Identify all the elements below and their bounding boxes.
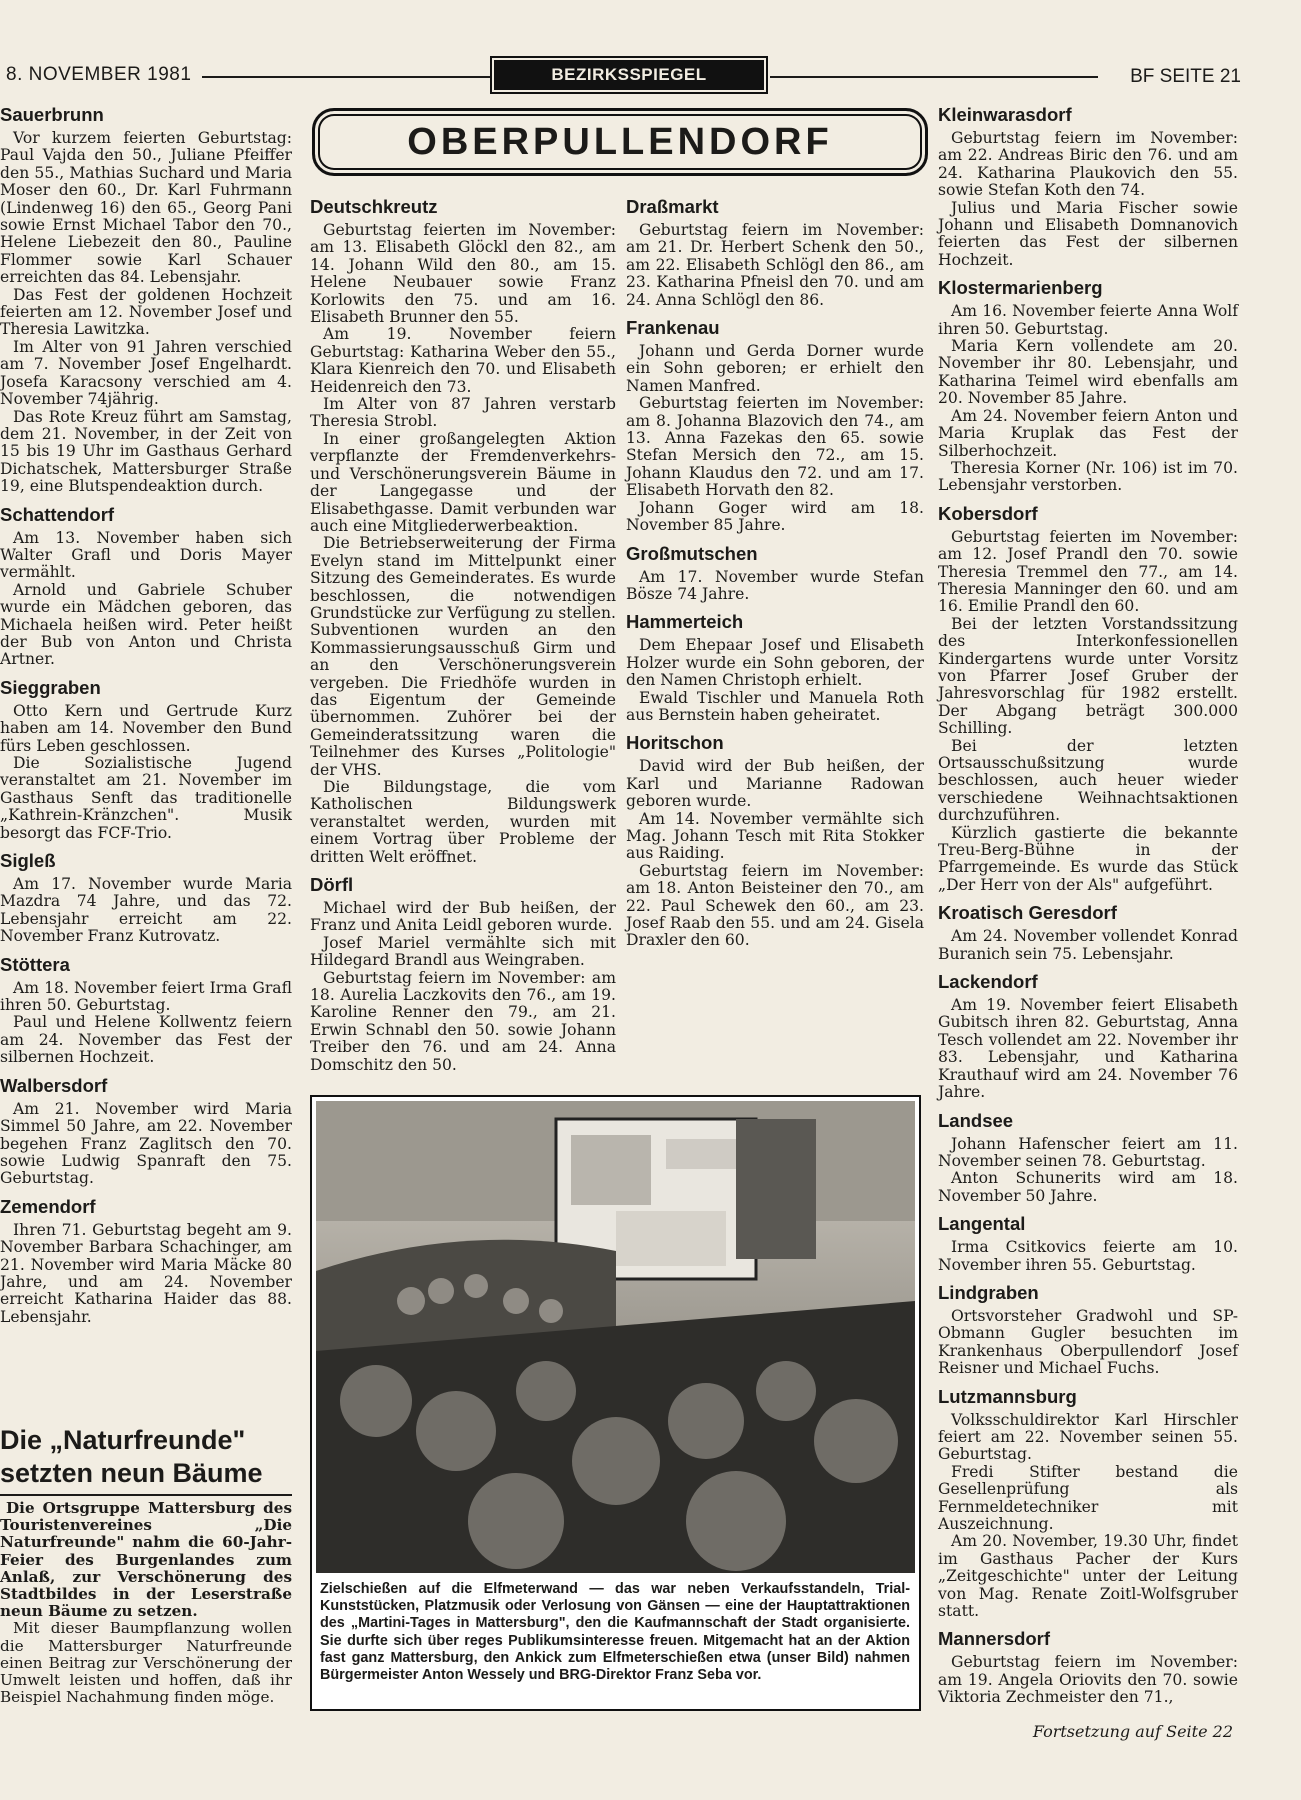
- article-paragraph: Geburtstag feiern im November: am 18. Anton Beisteiner den 70., am 22. Paul Schewek den 60., am 23. Josef Raab den 55. und am 24. Gisela Draxler den 60.: [626, 861, 924, 950]
- article-paragraph: Geburtstag feierten im November: am 13. Elisabeth Glöckl den 82., am 14. Johann Wild den 80., am 15. Helene Neubauer sowie Franz Korlowits den 75. und am 16. Elisabeth Brunner den 55.: [310, 221, 616, 327]
- section-heading-schattendorf: Schattendorf: [0, 503, 115, 525]
- article-paragraph: Am 24. November vollendet Konrad Buranich sein 75. Lebensjahr.: [938, 927, 1238, 963]
- article-paragraph: Maria Kern vollendete am 20. November ihr 80. Lebensjahr, und Katharina Teimel wird ebenfalls am 20. November 85 Jahre.: [938, 337, 1238, 408]
- section-heading-klostermarienberg: Klostermarienberg: [938, 277, 1103, 299]
- article-paragraph: Josef Mariel vermählte sich mit Hildegard Brandl aus Weingraben.: [310, 933, 616, 970]
- article-paragraph: Geburtstag feiern im November: am 22. Andreas Biric den 76. und am 24. Katharina Plaukovich den 55. sowie Stefan Koth den 74.: [938, 129, 1238, 200]
- column-4: [938, 104, 1238, 1707]
- article-paragraph: Volksschuldirektor Karl Hirschler feiert am 22. November seinen 55. Geburtstag.: [938, 1410, 1238, 1464]
- section-heading-sieggraben: Sieggraben: [0, 676, 101, 698]
- section-heading-sauerbrunn: Sauerbrunn: [0, 104, 104, 125]
- section-heading-kleinwarasdorf: Kleinwarasdorf: [938, 104, 1072, 125]
- article-paragraph: Irma Csitkovics feierte am 10. November ihren 55. Geburtstag.: [938, 1238, 1238, 1274]
- section-heading-gro-mutschen: Großmutschen: [626, 542, 758, 564]
- article-paragraph: Bei der letzten Vorstandssitzung des Interkonfessionellen Kindergartens wurde unter Vorsitz von Pfarrer Josef Gruber der Jahresvorschlag für 1982 erstellt. Der Abgang beträgt 300.000 Schilling.: [938, 614, 1238, 738]
- section-heading-deutschkreutz: Deutschkreutz: [310, 196, 438, 217]
- article-paragraph: Fredi Stifter bestand die Gesellenprüfung als Fernmeldetechniker mit Auszeichnung.: [938, 1462, 1238, 1533]
- article-paragraph: Am 19. November feiern Geburtstag: Katharina Weber den 55., Klara Kienreich den 70. und Elisabeth Heidenreich den 73.: [310, 325, 616, 396]
- news-photo: [310, 1095, 921, 1711]
- article-paragraph: Geburtstag feiern im November: am 21. Dr. Herbert Schenk den 50., am 22. Elisabeth Schlögl den 86., am 23. Katharina Pfneisl den 70. und am 24. Anna Schlögl den 86.: [626, 221, 924, 309]
- article-paragraph: Dem Ehepaar Josef und Elisabeth Holzer wurde ein Sohn geboren, der den Namen Christoph erhielt.: [626, 636, 924, 690]
- issue-date: 8. NOVEMBER 1981: [6, 64, 192, 85]
- article-paragraph: Die Bildungstage, die vom Katholischen Bildungswerk veranstaltet werden, wurden mit einem Vortrag über Probleme der dritten Welt eröffnet.: [310, 778, 616, 866]
- crowd-photo-image: [316, 1101, 915, 1573]
- photo-caption: Zielschießen auf die Elfmeterwand — das war neben Verkaufsstandeln, Trial-Kunststücken, Platzmusik oder Verlosung von Gänsen — eine der Hauptattraktionen des „Martini-Tages in Mattersburg", den die Kaufmannschaft der Stadt organisierte. Sie durfte sich über reges Publikumsinteresse freuen. Mitgemacht hat an der Aktion fast ganz Mattersburg, den Ankick zum Elfmeterschießen etwa (unser Bild) nahmen Bürgermeister Anton Wessely und BRG-Direktor Franz Seba vor.: [320, 1581, 910, 1684]
- article-paragraph: Am 20. November, 19.30 Uhr, findet im Gasthaus Pacher der Kurs „Zeitgeschichte" unter der Leitung von Mag. Renate Zoitl-Wolfsgruber statt.: [938, 1532, 1238, 1621]
- article-paragraph: Michael wird der Bub heißen, der Franz und Anita Leidl geboren wurde.: [310, 899, 616, 935]
- article-paragraph: Ewald Tischler und Manuela Roth aus Bernstein haben geheiratet.: [626, 688, 924, 724]
- headline-line-1: Die „Naturfreunde": [0, 1425, 246, 1455]
- section-heading-do-rfl: Dörfl: [310, 874, 354, 896]
- article-paragraph: Am 17. November wurde Stefan Bösze 74 Jahre.: [626, 567, 924, 603]
- article-paragraph: Das Rote Kreuz führt am Samstag, dem 21. November, in der Zeit von 15 bis 19 Uhr im Gasthaus Gerhard Dichatschek, Mattersburger Straße 19, eine Blutspendeaktion durch.: [0, 407, 292, 496]
- article-paragraph: Ortsvorsteher Gradwohl und SP-Obmann Gugler besuchten im Krankenhaus Oberpullendorf Josef Reisner und Michael Fuchs.: [938, 1306, 1238, 1378]
- district-title: OBERPULLENDORF: [407, 121, 833, 163]
- article-paragraph: Johann Goger wird am 18. November 85 Jahre.: [626, 498, 924, 535]
- article-paragraph: Im Alter von 91 Jahren verschied am 7. November Josef Engelhardt. Josefa Karacsony verschied am 4. November 74jährig.: [0, 337, 292, 409]
- naturfreunde-paragraph: Die Ortsgruppe Mattersburg des Touristenvereines „Die Naturfreunde" nahm die 60-Jahr-Feier des Burgenlandes zum Anlaß, zur Verschönerung des Stadtbildes in der Leserstraße neun Bäume zu setzen.: [0, 1499, 292, 1621]
- page-number: BF SEITE 21: [1130, 66, 1241, 87]
- headline-rule: [0, 1494, 292, 1496]
- article-paragraph: Bei der letzten Ortsausschußsitzung wurde beschlossen, auch heuer wieder verschiedene Weihnachtsaktionen durchzuführen.: [938, 736, 1238, 825]
- article-paragraph: Geburtstag feierten im November: am 8. Johanna Blazovich den 74., am 13. Anna Fazekas den 65. sowie Stefan Mersich den 72., am 15. Johann Klaudus den 72. und am 17. Elisabeth Horvath den 82.: [626, 394, 924, 500]
- header-rule-left: [202, 76, 490, 78]
- section-heading-zemendorf: Zemendorf: [0, 1195, 96, 1217]
- article-paragraph: Paul und Helene Kollwentz feiern am 24. November das Fest der silbernen Hochzeit.: [0, 1013, 292, 1067]
- article-paragraph: Am 16. November feierte Anna Wolf ihren 50. Geburtstag.: [938, 302, 1238, 338]
- article-paragraph: Geburtstag feierten im November: am 12. Josef Prandl den 70. sowie Theresia Tremmel den 77., am 14. Theresia Manninger den 60. und am 16. Emilie Prandl den 60.: [938, 527, 1238, 616]
- naturfreunde-headline: [0, 1424, 292, 1496]
- article-paragraph: Anton Schunerits wird am 18. November 50 Jahre.: [938, 1169, 1238, 1205]
- article-paragraph: Die Betriebserweiterung der Firma Evelyn stand im Mittelpunkt einer Sitzung des Gemeinderates. Es wurde beschlossen, die notwendigen Grundstücke zur Verfügung zu stellen. Subventionen wurden an den Kommassierungsausschuß Girm und an den Verschönerungsverein vergeben. Die Friedhöfe wurden in das Eigentum der Gemeinde übernommen. Zuhörer bei der Gemeinderatssitzung waren die Teilnehmer des Kurses „Politologie" der VHS.: [310, 534, 616, 779]
- article-paragraph: Am 18. November feiert Irma Grafl ihren 50. Geburtstag.: [0, 978, 292, 1015]
- article-paragraph: Kürzlich gastierte die bekannte Treu-Berg-Bühne in der Pfarrgemeinde. Es wurde das Stück „Der Herr von der Als" aufgeführt.: [938, 823, 1238, 894]
- section-heading-kobersdorf: Kobersdorf: [938, 502, 1038, 524]
- naturfreunde-paragraph: Mit dieser Baumpflanzung wollen die Mattersburger Naturfreunde einen Beitrag zur Verschönerung der Umwelt leisten und hoffen, daß ihr Beispiel Nachahmung finden möge.: [0, 1619, 292, 1707]
- section-heading-hammerteich: Hammerteich: [626, 611, 744, 633]
- article-paragraph: Arnold und Gabriele Schuber wurde ein Mädchen geboren, das Michaela heißen wird. Peter heißt der Bub von Anton und Christa Artner.: [0, 580, 292, 669]
- continued-note: Fortsetzung auf Seite 22: [1032, 1722, 1233, 1741]
- article-paragraph: Am 14. November vermählte sich Mag. Johann Tesch mit Rita Stokker aus Raiding.: [626, 809, 924, 863]
- header-rule-right: [770, 76, 1098, 78]
- section-heading-sigle: Sigleß: [0, 850, 56, 872]
- column-2: [310, 196, 616, 1074]
- section-heading-landsee: Landsee: [938, 1109, 1014, 1131]
- section-title: BEZIRKSSPIEGEL: [494, 60, 764, 90]
- crowd-photo-illustration: [316, 1101, 915, 1573]
- section-heading-kroatisch-geresdorf: Kroatisch Geresdorf: [938, 902, 1117, 924]
- article-paragraph: David wird der Bub heißen, der Karl und Marianne Radowan geboren wurde.: [626, 757, 924, 811]
- article-paragraph: Im Alter von 87 Jahren verstarb Theresia Strobl.: [310, 395, 616, 431]
- article-paragraph: In einer großangelegten Aktion verpflanzte der Fremdenverkehrs- und Verschönerungsverein Bäume in der Langegasse und der Elisabethgasse. Damit verbunden war auch eine Mitgliederwerbeaktion.: [310, 429, 616, 535]
- section-heading-horitschon: Horitschon: [626, 732, 724, 754]
- section-heading-lutzmannsburg: Lutzmannsburg: [938, 1385, 1077, 1407]
- article-paragraph: Am 13. November haben sich Walter Grafl und Doris Mayer vermählt.: [0, 528, 292, 582]
- article-paragraph: Das Fest der goldenen Hochzeit feierten am 12. November Josef und Theresia Lawitzka.: [0, 285, 292, 339]
- section-heading-lindgraben: Lindgraben: [938, 1281, 1039, 1303]
- page-header: [6, 58, 1241, 98]
- district-masthead: [312, 108, 928, 176]
- article-paragraph: Julius und Maria Fischer sowie Johann und Elisabeth Domnanovich feierten das Fest der silbernen Hochzeit.: [938, 198, 1238, 269]
- column-3: [626, 196, 924, 950]
- article-paragraph: Am 19. November feiert Elisabeth Gubitsch ihren 82. Geburtstag, Anna Tesch vollendet am 22. November ihr 83. Lebensjahr, und Katharina Krauthauf wird am 24. November 76 Jahre.: [938, 996, 1238, 1102]
- section-heading-langental: Langental: [938, 1213, 1026, 1235]
- article-paragraph: Die Sozialistische Jugend veranstaltet am 21. November im Gasthaus Senft das traditionelle „Kathrein-Kränzchen". Musik besorgt das FCF-Trio.: [0, 754, 292, 842]
- column-1: [0, 104, 292, 1326]
- article-paragraph: Otto Kern und Gertrude Kurz haben am 14. November den Bund fürs Leben geschlossen.: [0, 701, 292, 755]
- naturfreunde-article: [0, 1500, 292, 1706]
- headline-line-2: setzten neun Bäume: [0, 1458, 263, 1488]
- article-paragraph: Theresia Korner (Nr. 106) ist im 70. Lebensjahr verstorben.: [938, 458, 1238, 495]
- article-paragraph: Vor kurzem feierten Geburtstag: Paul Vajda den 50., Juliane Pfeiffer den 55., Mathias Suchard und Maria Moser den 60., Dr. Karl Fuhrmann (Lindenweg 16) den 65., Georg Pani sowie Ernst Michael Tabor den 70., Helene Liebezeit den 80., Pauline Flommer sowie Karl Schauer erreichten das 84. Lebensjahr.: [0, 129, 292, 287]
- section-heading-walbersdorf: Walbersdorf: [0, 1074, 108, 1096]
- article-paragraph: Geburtstag feiern im November: am 18. Aurelia Laczkovits den 76., am 19. Karoline Renner den 79., am 21. Erwin Schnabl den 50. sowie Johann Treiber den 76. und am 24. Anna Domschitz den 50.: [310, 968, 616, 1074]
- section-heading-sto-ttera: Stöttera: [0, 953, 70, 975]
- article-paragraph: Ihren 71. Geburtstag begeht am 9. November Barbara Schachinger, am 21. November wird Maria Mäcke 80 Jahre, und am 24. November erreicht Katharina Haider das 88. Lebensjahr.: [0, 1220, 292, 1326]
- article-paragraph: Johann Hafenscher feiert am 11. November seinen 78. Geburtstag.: [938, 1134, 1238, 1170]
- section-heading-mannersdorf: Mannersdorf: [938, 1628, 1051, 1650]
- section-heading-dra-markt: Draßmarkt: [626, 196, 719, 217]
- section-heading-frankenau: Frankenau: [626, 317, 720, 339]
- article-paragraph: Am 17. November wurde Maria Mazdra 74 Jahre, und das 72. Lebensjahr erreicht am 22. November Franz Kutrovatz.: [0, 875, 292, 946]
- article-paragraph: Am 24. November feiern Anton und Maria Kruplak das Fest der Silberhochzeit.: [938, 406, 1238, 460]
- article-paragraph: Johann und Gerda Dorner wurde ein Sohn geboren; er erhielt den Namen Manfred.: [626, 342, 924, 395]
- section-heading-lackendorf: Lackendorf: [938, 971, 1038, 993]
- article-paragraph: Geburtstag feiern im November: am 19. Angela Oriovits den 70. sowie Viktoria Zechmeister den 71.,: [938, 1653, 1238, 1707]
- article-paragraph: Am 21. November wird Maria Simmel 50 Jahre, am 22. November begehen Franz Zaglitsch den 70. sowie Ludwig Spanraft den 75. Geburtstag.: [0, 1099, 292, 1188]
